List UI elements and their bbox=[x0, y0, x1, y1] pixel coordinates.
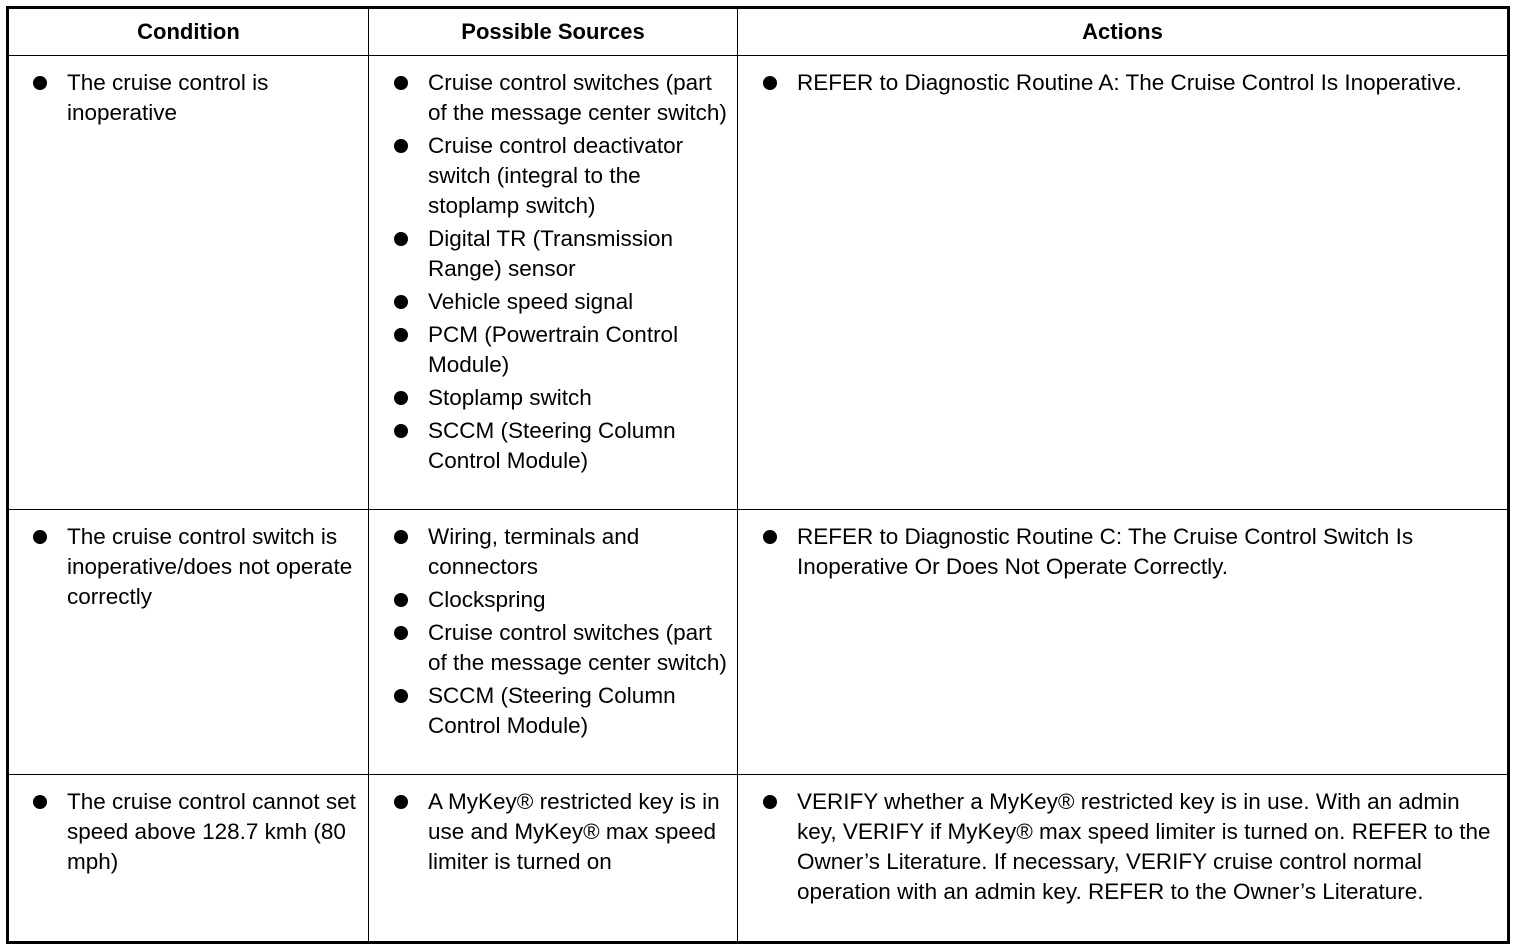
list-item bbox=[369, 287, 727, 317]
sources-cell bbox=[369, 775, 738, 943]
condition-text: The cruise control is inoperative bbox=[67, 70, 269, 125]
bullet-icon bbox=[394, 295, 408, 309]
table-row bbox=[8, 510, 1509, 775]
list-item bbox=[369, 618, 727, 678]
bullet-icon bbox=[763, 76, 777, 90]
list-item bbox=[369, 681, 727, 741]
table-row bbox=[8, 56, 1509, 510]
list-item bbox=[369, 585, 727, 615]
bullet-icon bbox=[394, 593, 408, 607]
sources-cell bbox=[369, 56, 738, 510]
condition-cell bbox=[8, 56, 369, 510]
bullet-icon bbox=[394, 626, 408, 640]
header-row bbox=[8, 8, 1509, 56]
list-item bbox=[369, 522, 727, 582]
header-actions: Actions bbox=[738, 8, 1509, 56]
actions-cell bbox=[738, 775, 1509, 943]
source-text: Digital TR (Transmission Range) sensor bbox=[428, 226, 674, 281]
bullet-icon bbox=[763, 795, 777, 809]
diagnostic-table bbox=[6, 6, 1510, 944]
source-text: Wiring, terminals and connectors bbox=[428, 524, 640, 579]
condition-cell bbox=[8, 510, 369, 775]
source-text: Cruise control deactivator switch (integral to the stoplamp switch) bbox=[428, 133, 684, 218]
header-possible-sources: Possible Sources bbox=[369, 8, 738, 56]
bullet-icon bbox=[394, 391, 408, 405]
source-text: Vehicle speed signal bbox=[428, 289, 634, 314]
source-text: SCCM (Steering Column Control Module) bbox=[428, 418, 676, 473]
table-row bbox=[8, 775, 1509, 943]
action-text: REFER to Diagnostic Routine C: The Cruise Control Switch Is Inoperative Or Does Not Operate Correctly. bbox=[797, 524, 1414, 579]
bullet-icon bbox=[394, 689, 408, 703]
source-text: A MyKey® restricted key is in use and MyKey® max speed limiter is turned on bbox=[428, 789, 720, 874]
bullet-icon bbox=[394, 328, 408, 342]
actions-cell bbox=[738, 56, 1509, 510]
actions-cell bbox=[738, 510, 1509, 775]
list-item bbox=[369, 131, 727, 221]
list-item bbox=[738, 68, 1497, 98]
list-item bbox=[369, 320, 727, 380]
list-item bbox=[9, 68, 358, 128]
bullet-icon bbox=[33, 76, 47, 90]
action-text: VERIFY whether a MyKey® restricted key is in use. With an admin key, VERIFY if MyKey® max speed limiter is turned on. REFER to the Owner’s Literature. If necessary, VERIFY cruise control normal operation with an admin key. REFER to the Owner’s Literature. bbox=[797, 789, 1491, 904]
source-text: SCCM (Steering Column Control Module) bbox=[428, 683, 676, 738]
list-item bbox=[9, 787, 358, 877]
bullet-icon bbox=[33, 795, 47, 809]
bullet-icon bbox=[394, 530, 408, 544]
source-text: Cruise control switches (part of the message center switch) bbox=[428, 70, 727, 125]
list-item bbox=[369, 787, 727, 877]
list-item bbox=[369, 416, 727, 476]
bullet-icon bbox=[394, 139, 408, 153]
source-text: Cruise control switches (part of the message center switch) bbox=[428, 620, 727, 675]
condition-cell bbox=[8, 775, 369, 943]
bullet-icon bbox=[763, 530, 777, 544]
list-item bbox=[369, 383, 727, 413]
condition-text: The cruise control switch is inoperative/does not operate correctly bbox=[67, 524, 353, 609]
list-item bbox=[369, 224, 727, 284]
source-text: Clockspring bbox=[428, 587, 546, 612]
sources-cell bbox=[369, 510, 738, 775]
list-item bbox=[738, 787, 1497, 907]
source-text: Stoplamp switch bbox=[428, 385, 592, 410]
bullet-icon bbox=[33, 530, 47, 544]
bullet-icon bbox=[394, 424, 408, 438]
header-condition: Condition bbox=[8, 8, 369, 56]
bullet-icon bbox=[394, 232, 408, 246]
list-item bbox=[738, 522, 1497, 582]
action-text: REFER to Diagnostic Routine A: The Cruise Control Is Inoperative. bbox=[797, 70, 1462, 95]
bullet-icon bbox=[394, 795, 408, 809]
list-item bbox=[369, 68, 727, 128]
list-item bbox=[9, 522, 358, 612]
condition-text: The cruise control cannot set speed above 128.7 kmh (80 mph) bbox=[67, 789, 356, 874]
bullet-icon bbox=[394, 76, 408, 90]
source-text: PCM (Powertrain Control Module) bbox=[428, 322, 679, 377]
